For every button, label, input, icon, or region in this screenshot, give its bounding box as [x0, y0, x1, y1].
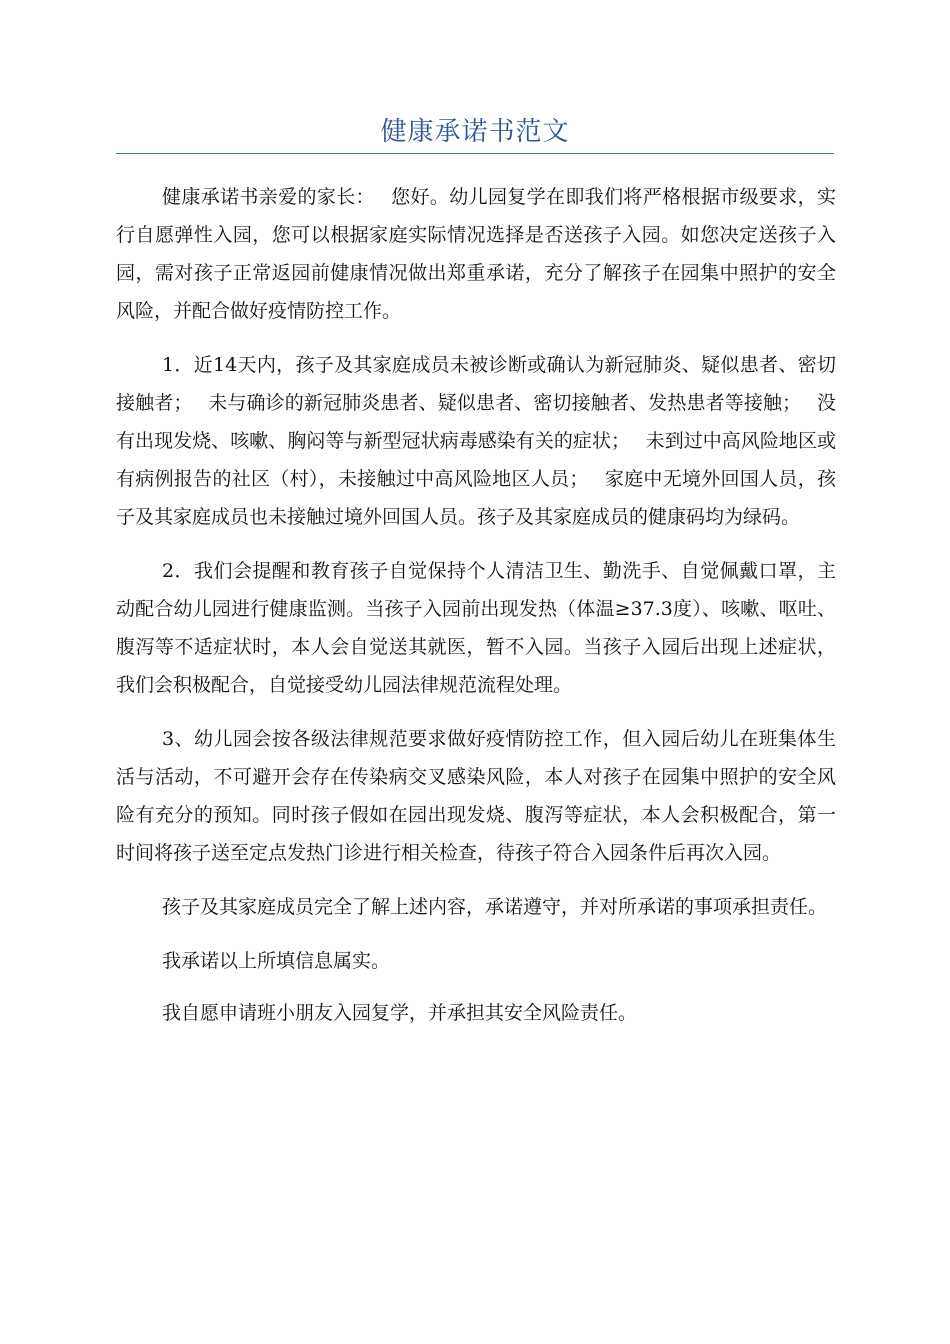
- document-title: 健康承诺书范文: [380, 117, 570, 147]
- paragraph-item-2: 2．我们会提醒和教育孩子自觉保持个人清洁卫生、勤洗手、自觉佩戴口罩，主动配合幼儿园进行健康监测。当孩子入园前出现发热（体温≥37.3度）、咳嗽、呕吐、腹泻等不适症状时，本人会自觉送其就医，暂不入园。当孩子入园后出现上述症状，我们会积极配合，自觉接受幼儿园法律规范流程处理。: [116, 560, 836, 696]
- paragraph-truthfulness: 我承诺以上所填信息属实。: [162, 950, 391, 972]
- paragraph-commitment: 孩子及其家庭成员完全了解上述内容，承诺遵守，并对所承诺的事项承担责任。: [162, 896, 828, 918]
- paragraph-intro: 健康承诺书亲爱的家长： 您好。幼儿园复学在即我们将严格根据市级要求，实行自愿弹性入园，您可以根据家庭实际情况选择是否送孩子入园。如您决定送孩子入园，需对孩子正常返园前健康情况做出郑重承诺，充分了解孩子在园集中照护的安全风险，并配合做好疫情防控工作。: [116, 186, 836, 322]
- paragraph-application: 我自愿申请班小朋友入园复学，并承担其安全风险责任。: [162, 1002, 638, 1024]
- paragraph-item-3: 3、幼儿园会按各级法律规范要求做好疫情防控工作，但入园后幼儿在班集体生活与活动，不可避开会存在传染病交叉感染风险，本人对孩子在园集中照护的安全风险有充分的预知。同时孩子假如在园出现发烧、腹泻等症状，本人会积极配合，第一时间将孩子送至定点发热门诊进行相关检查，待孩子符合入园条件后再次入园。: [116, 728, 836, 864]
- title-underline: [116, 153, 834, 154]
- document-body: [116, 178, 836, 1046]
- paragraph-item-1: 1．近14天内，孩子及其家庭成员未被诊断或确认为新冠肺炎、疑似患者、密切接触者； 未与确诊的新冠肺炎患者、疑似患者、密切接触者、发热患者等接触； 没有出现发烧、咳嗽、胸闷等与新型冠状病毒感染有关的症状； 未到过中高风险地区或有病例报告的社区（村），未接触过中高风险地区人员； 家庭中无境外回国人员，孩子及其家庭成员也未接触过境外回国人员。孩子及其家庭成员的健康码均为绿码。: [116, 354, 836, 528]
